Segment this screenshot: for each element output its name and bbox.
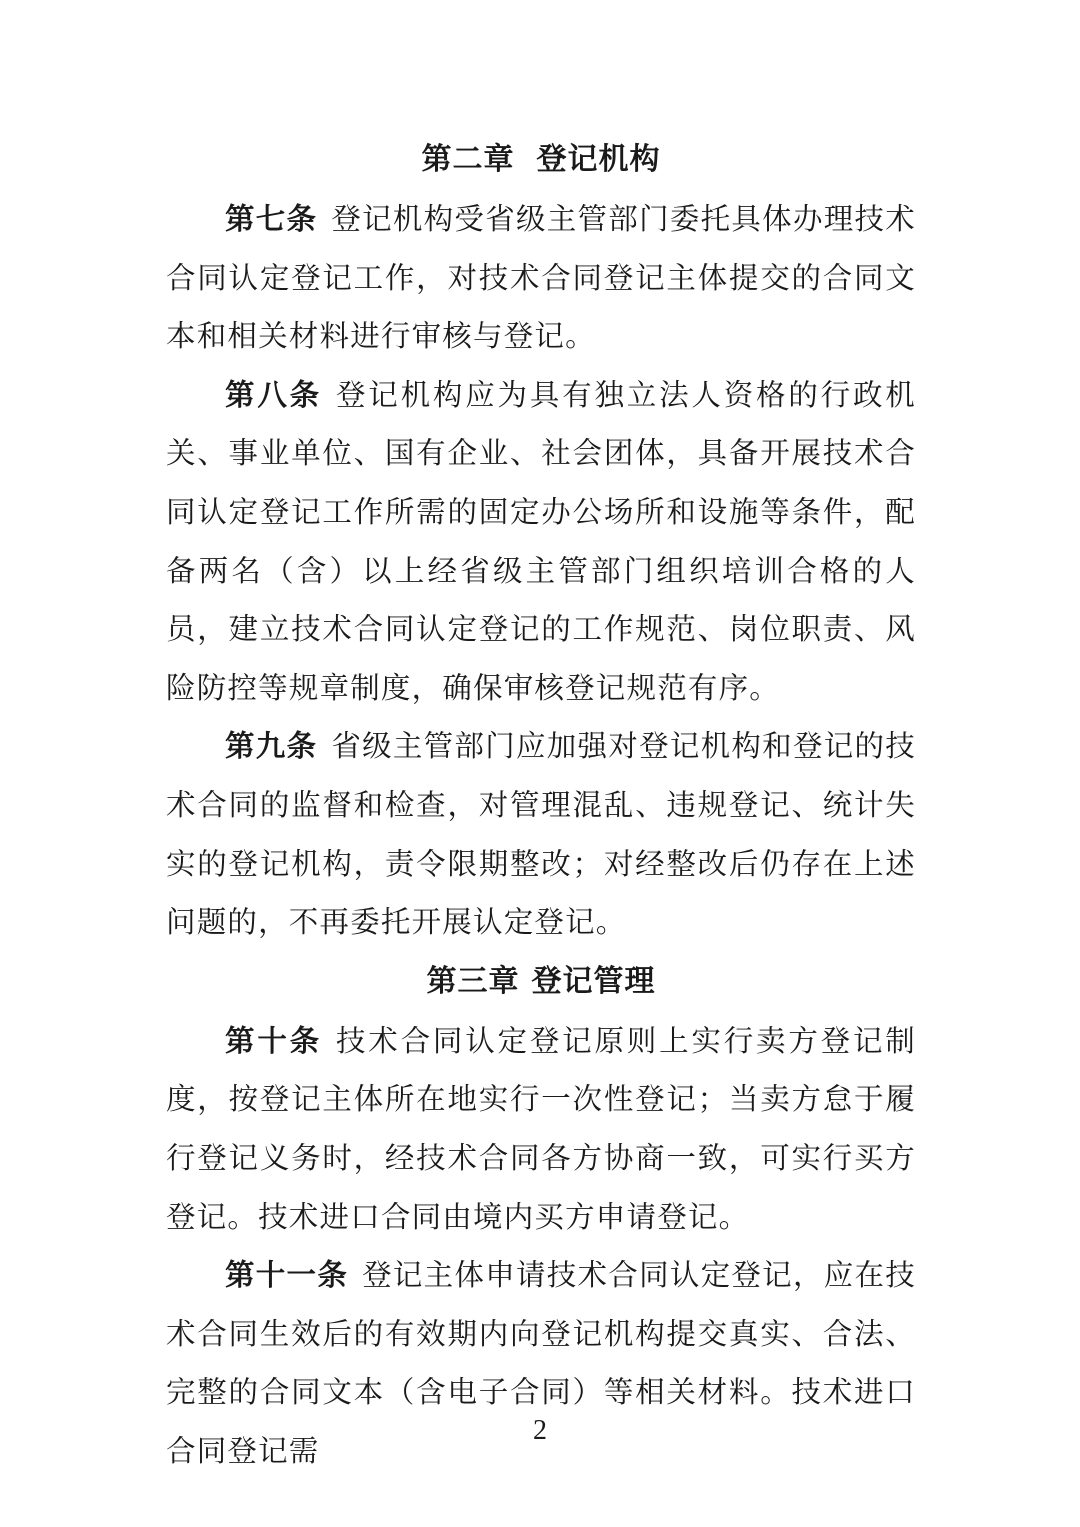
article-number: 第八条 bbox=[225, 377, 322, 412]
article-text: 技术合同认定登记原则上实行卖方登记制度，按登记主体所在地实行一次性登记；当卖方怠于履行登记义务时，经技术合同各方协商一致，可实行买方登记。技术进口合同由境内买方申请登记。 bbox=[166, 1023, 916, 1234]
article-8 bbox=[166, 366, 916, 718]
article-text: 登记主体申请技术合同认定登记，应在技术合同生效后的有效期内向登记机构提交真实、合法、完整的合同文本（含电子合同）等相关材料。技术进口合同登记需 bbox=[166, 1258, 916, 1468]
article-10 bbox=[166, 1012, 916, 1246]
article-number: 第七条 bbox=[225, 202, 318, 236]
page-number: 2 bbox=[533, 1415, 547, 1446]
article-text: 登记机构受省级主管部门委托具体办理技术合同认定登记工作，对技术合同登记主体提交的合同文本和相关材料进行审核与登记。 bbox=[166, 202, 916, 354]
chapter-label: 第三章 bbox=[426, 963, 520, 999]
article-7 bbox=[166, 190, 916, 366]
chapter-label: 第二章 bbox=[421, 142, 515, 177]
article-number: 第十条 bbox=[225, 1023, 322, 1058]
article-text: 登记机构应为具有独立法人资格的行政机关、事业单位、国有企业、社会团体，具备开展技术合同认定登记工作所需的固定办公场所和设施等条件，配备两名（含）以上经省级主管部门组织培训合格的人员，建立技术合同认定登记的工作规范、岗位职责、风险防控等规章制度，确保审核登记规范有序。 bbox=[166, 377, 916, 705]
document-body bbox=[166, 130, 916, 1480]
chapter-title: 登记管理 bbox=[531, 963, 656, 999]
article-text: 省级主管部门应加强对登记机构和登记的技术合同的监督和检查，对管理混乱、违规登记、统计失实的登记机构，责令限期整改；对经整改后仍存在上述问题的，不再委托开展认定登记。 bbox=[166, 729, 916, 940]
chapter-title: 登记机构 bbox=[536, 142, 661, 177]
article-number: 第十一条 bbox=[225, 1258, 349, 1293]
chapter-heading bbox=[166, 952, 916, 1012]
chapter-heading bbox=[166, 130, 916, 190]
article-number: 第九条 bbox=[225, 729, 318, 764]
article-9 bbox=[166, 717, 916, 951]
